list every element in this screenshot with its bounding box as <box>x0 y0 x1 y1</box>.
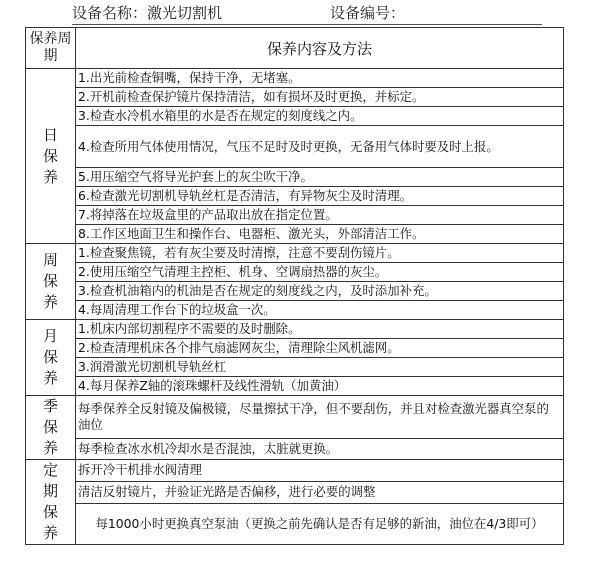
list-item: 5.用压缩空气将导光护套上的灰尘吹干净。 <box>76 168 564 187</box>
period-cell-periodic <box>26 460 76 545</box>
list-item: 每季保养全反射镜及偏极镜，尽量擦拭干净，但不要刮伤，并且对检查激光器真空泵的油位 <box>76 396 564 439</box>
period-char: 养 <box>42 167 58 186</box>
period-cell-monthly <box>26 320 76 396</box>
list-item: 3.检查机油箱内的机油是否在规定的刻度线之内，及时添加补充。 <box>76 282 564 301</box>
table-row <box>26 69 564 88</box>
period-char: 养 <box>42 524 58 542</box>
period-char: 保 <box>42 503 58 521</box>
table-row <box>26 358 564 377</box>
equipment-number-label: 设备编号： <box>330 4 406 22</box>
period-char: 保 <box>42 272 58 290</box>
table-row <box>26 107 564 126</box>
table-row <box>26 244 564 263</box>
list-item: 8.工作区地面卫生和操作台、电器柜、激光头，外部清洁工作。 <box>76 225 564 244</box>
table-header-row <box>26 28 564 69</box>
list-item: 7.将掉落在垃圾盒里的产品取出放在指定位置。 <box>76 206 564 225</box>
list-item: 4.检查所用气体使用情况，气压不足时及时更换，无备用气体时要及时上报。 <box>76 126 564 168</box>
table-row <box>26 225 564 244</box>
table-row <box>26 263 564 282</box>
equipment-name-label: 设备名称：激光切割机 <box>72 4 223 22</box>
table-row <box>26 88 564 107</box>
list-item: 4.每月保养Z轴的滚珠螺杆及线性滑轨（加黄油） <box>76 377 564 396</box>
period-char: 期 <box>42 482 58 500</box>
period-char: 日 <box>42 125 58 144</box>
table-row <box>26 377 564 396</box>
table-row <box>26 126 564 168</box>
table-row <box>26 301 564 320</box>
period-char: 保 <box>42 348 58 366</box>
table-row <box>26 439 564 460</box>
list-item: 1.机床内部切割程序不需要的及时删除。 <box>76 320 564 339</box>
period-char: 周 <box>42 251 58 269</box>
table-row <box>26 396 564 439</box>
period-char: 月 <box>42 327 58 345</box>
period-cell-daily <box>26 69 76 244</box>
table-row <box>26 206 564 225</box>
period-char: 保 <box>42 418 58 436</box>
table-row <box>26 282 564 301</box>
list-item: 2.开机前检查保护镜片保持清洁，如有损坏及时更换，并标定。 <box>76 88 564 107</box>
list-item: 1.出光前检查铜嘴，保持干净，无堵塞。 <box>76 69 564 88</box>
list-item: 拆开冷干机排水阀清理 <box>76 460 564 482</box>
list-item: 2.检查清理机床各个排气扇滤网灰尘，清理除尘风机滤网。 <box>76 339 564 358</box>
period-char: 养 <box>42 439 58 457</box>
table-row <box>26 187 564 206</box>
list-item: 每季检查冰水机冷却水是否混浊，太脏就更换。 <box>76 439 564 460</box>
list-item: 清洁反射镜片，并验证光路是否偏移，进行必要的调整 <box>76 481 564 503</box>
content-column-header: 保养内容及方法 <box>76 28 564 69</box>
period-cell-quarterly <box>26 396 76 460</box>
period-char: 养 <box>42 369 58 387</box>
period-char: 养 <box>42 293 58 311</box>
table-body <box>26 69 564 545</box>
list-item: 4.每周清理工作台下的垃圾盒一次。 <box>76 301 564 320</box>
table-row <box>26 168 564 187</box>
period-cell-weekly <box>26 244 76 320</box>
list-item: 每1000小时更换真空泵油（更换之前先确认是否有足够的新油，油位在4/3即可） <box>76 503 564 544</box>
list-item: 6.检查激光切割机导轨丝杠是否清洁，有异物灰尘及时清理。 <box>76 187 564 206</box>
header-underline <box>72 24 542 25</box>
table-row <box>26 481 564 503</box>
period-char: 季 <box>42 397 58 415</box>
table-row <box>26 460 564 482</box>
list-item: 3.润滑激光切割机导轨丝杠 <box>76 358 564 377</box>
table-row <box>26 320 564 339</box>
table-row <box>26 339 564 358</box>
period-column-header: 保养周期 <box>26 28 76 69</box>
list-item: 1.检查聚焦镜，若有灰尘要及时清擦，注意不要刮伤镜片。 <box>76 244 564 263</box>
list-item: 2.使用压缩空气清理主控柜、机身、空调扇热器的灰尘。 <box>76 263 564 282</box>
period-char: 保 <box>42 146 58 165</box>
list-item: 3.检查水冷机水箱里的水是否在规定的刻度线之内。 <box>76 107 564 126</box>
sheet-header <box>0 0 590 26</box>
maintenance-table <box>25 27 564 545</box>
period-char: 定 <box>42 461 58 479</box>
table-row <box>26 503 564 544</box>
